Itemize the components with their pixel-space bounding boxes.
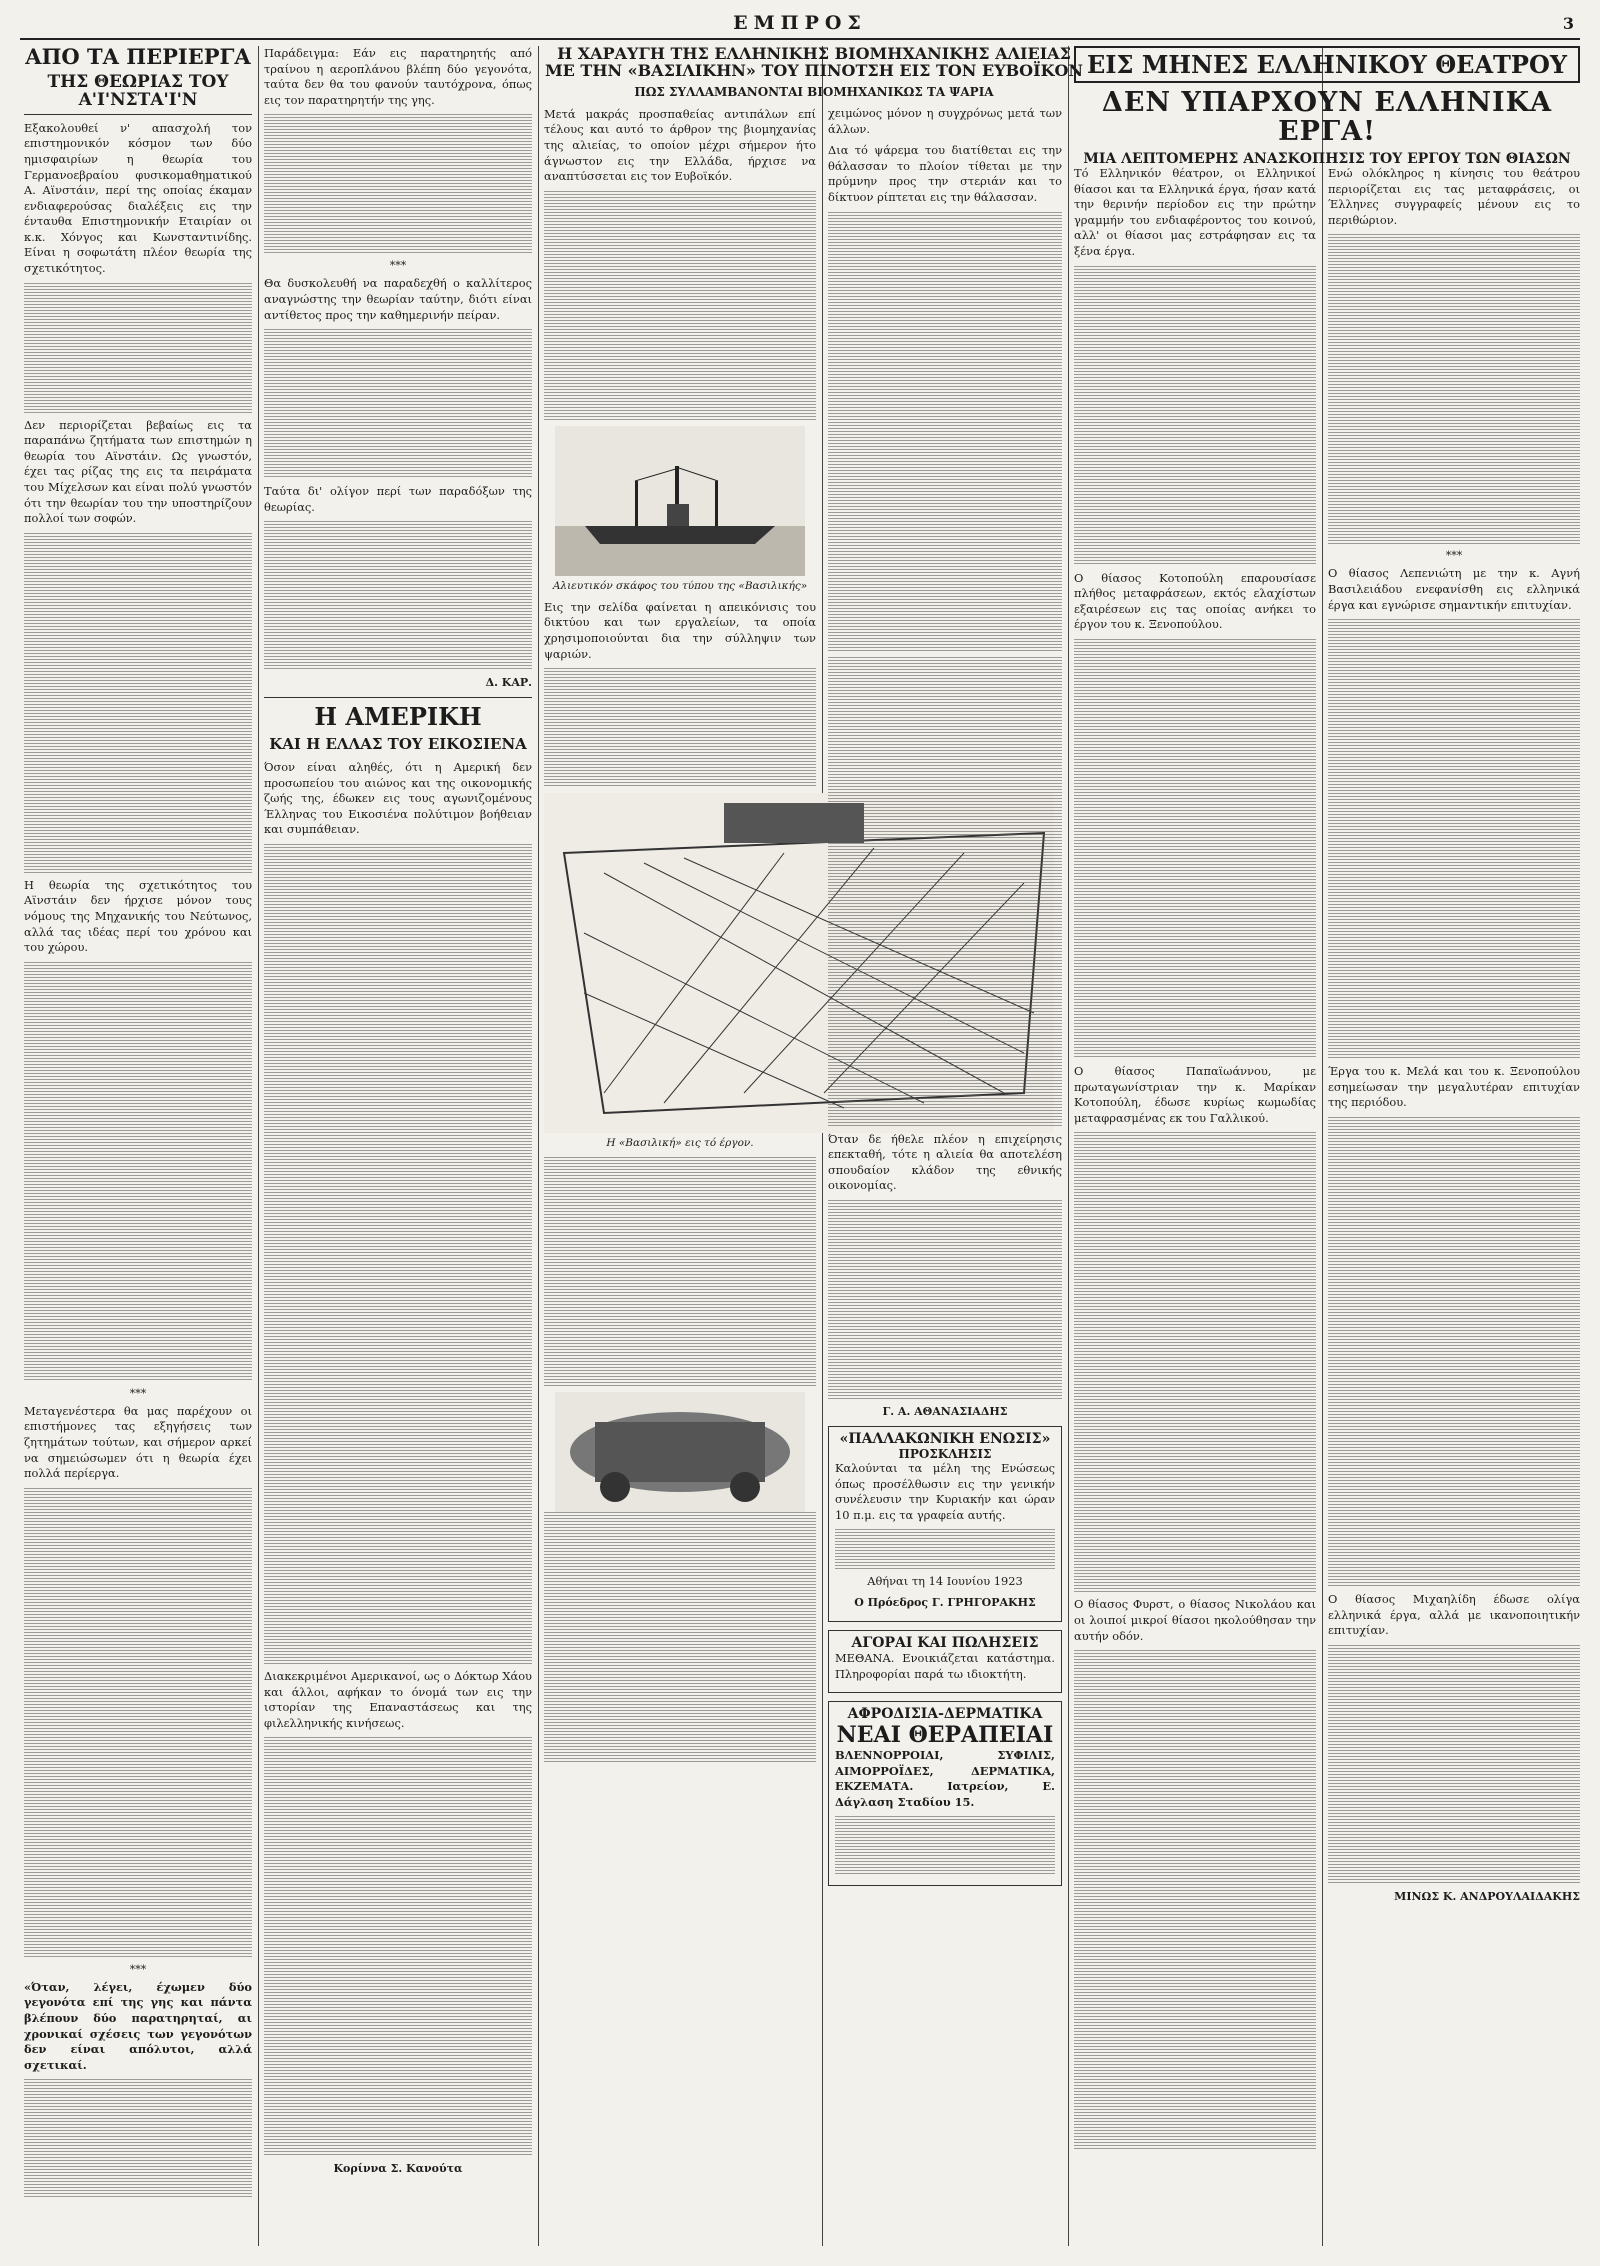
paragraph: Όταν δε ήθελε πλέον η επιχείρησις επεκταθή, τότε η αλιεία θα αποτελέση σπουδαίον κλάδον της εθνικής οικονομίας. bbox=[828, 1131, 1062, 1193]
notice-text: Καλούνται τα μέλη της Ενώσεως όπως προσέλθωσιν εις την γενικήν συνέλευσιν την Κυριακήν και ώραν 10 π.μ. εις τα γραφεία αυτής. bbox=[835, 1460, 1055, 1522]
column-5-6 bbox=[1074, 46, 1580, 2246]
author-signature: ΜΙΝΩΣ Κ. ΑΝΔΡΟΥΛΑΙΔΑΚΗΣ bbox=[1394, 1889, 1580, 1903]
notice-box bbox=[828, 1426, 1062, 1622]
ad-text: ΒΛΕΝΝΟΡΡΟΙΑΙ, ΣΥΦΙΛΙΣ, ΑΙΜΟΡΡΟΪΔΕΣ, ΔΕΡΜΑΤΙΚΑ, ΕΚΖΕΜΑΤΑ. Ιατρείον, Ε. Δάγλαση Σταδίου 15. bbox=[835, 1748, 1055, 1809]
separator: *** bbox=[129, 1386, 147, 1400]
article-headline: ΑΠΟ ΤΑ ΠΕΡΙΕΡΓΑ bbox=[25, 44, 251, 69]
newspaper-title: ΕΜΠΡΟΣ bbox=[733, 12, 867, 34]
fishing-boat-illustration bbox=[555, 426, 805, 576]
paragraph: Θα δυσκολευθή να παραδεχθή ο καλλίτερος αναγνώστης την θεωρίαν ταύτην, διότι είναι αντίθετος προς την καθημερινήν πείραν. bbox=[264, 276, 532, 322]
article-subheadline: ΠΩΣ ΣΥΛΛΑΜΒΑΝΟΝΤΑΙ ΒΙΟΜΗΧΑΝΙΚΩΣ ΤΑ ΨΑΡΙΑ bbox=[634, 84, 994, 99]
paragraph: Ο θίασος Παπαϊωάννου, με πρωταγωνίστριαν την κ. Μαρίκαν Κοτοπούλη, έδωσε κυρίως κωμωδίας μεταφρασμένας εκ του Γαλλικού. bbox=[1074, 1063, 1316, 1125]
paragraph: Δια τό ψάρεμα του διατίθεται εις την θάλασσαν το πλοίον τίθεται με την πρύμνην προς την στεριάν και το δίκτυον ρίπτεται εις την θάλασσαν. bbox=[828, 143, 1062, 204]
notice-title: «ΠΑΛΛΑΚΩΝΙΚΗ ΕΝΩΣΙΣ» bbox=[839, 1430, 1051, 1447]
separator: *** bbox=[129, 1962, 147, 1976]
article-left-column bbox=[1074, 166, 1316, 2155]
paragraph: Έργα του κ. Μελά και του κ. Ξενοπούλου εσημείωσαν την μεγαλυτέραν επιτυχίαν της περιόδου. bbox=[1328, 1064, 1580, 1110]
market-text: ΜΕΘΑΝΑ. Ενοικιάζεται κατάστημα. Πληροφορίαι παρά τω ιδιοκτήτη. bbox=[835, 1650, 1055, 1681]
machine-advertisement-image bbox=[555, 1392, 805, 1512]
masthead bbox=[20, 10, 1580, 40]
paragraph: Μετά μακράς προσπαθείας αντιπάλων επί τέλους και αυτό το άρθρον της βιομηχανίας της αλιείας, το οποίον μέχρι σήμερον ήτο άγνωστον εις την Ελλάδα, ήρχισε να αναπτύσσεται εις τον Ευβοϊκόν. bbox=[544, 106, 816, 184]
paragraph: Εις την σελίδα φαίνεται η απεικόνισις του δικτύου και των εργαλείων, τα οποία χρησιμοποιούνται δια την σύλληψιν των ψαριών. bbox=[544, 599, 816, 661]
medical-ad bbox=[828, 1701, 1062, 1886]
author-signature: Γ. Α. ΑΘΑΝΑΣΙΑΔΗΣ bbox=[882, 1404, 1008, 1418]
page-number: 3 bbox=[1562, 14, 1574, 33]
paragraph: Τό Ελληνικόν θέατρον, οι Ελληνικοί θίασοι και τα Ελληνικά έργα, ήσαν κατά την θερινήν περίοδον εις την πρώτην γραμμήν του ενδιαφέροντος του κοινού, αλλ' οι θίασοι μας εστράφησαν εις τα ξένα έργα. bbox=[1074, 166, 1316, 258]
column-rule bbox=[258, 46, 259, 2246]
paragraph: Ο θίασος Μιχαηλίδη έδωσε ολίγα ελληνικά έργα, αλλά με ικανοποιητικήν επιτυχίαν. bbox=[1328, 1591, 1580, 1638]
notice-signature: Ο Πρόεδρος Γ. ΓΡΗΓΟΡΑΚΗΣ bbox=[854, 1595, 1036, 1609]
paragraph: Ο θίασος Λεπενιώτη με την κ. Αγνή Βασιλειάδου ενεφανίσθη εις ελληνικά έργα και εγνώρισε σημαντικήν επιτυχίαν. bbox=[1328, 566, 1580, 612]
paragraph: Ο θίασος Φυρστ, ο θίασος Νικολάου και οι λοιποί μικροί θίασοι ηκολούθησαν την αυτήν οδόν. bbox=[1074, 1597, 1316, 1643]
paragraph: Μεταγενέστερα θα μας παρέχουν οι επιστήμονες τας εξηγήσεις των ζητημάτων τούτων, και σήμερον αρκεί να σημειώσωμεν ότι η θεωρία έχει πολλά περίεργα. bbox=[24, 1403, 252, 1481]
ad-headline: ΝΕΑΙ ΘΕΡΑΠΕΙΑΙ bbox=[836, 1722, 1054, 1749]
paragraph: Η θεωρία της σχετικότητος του Αϊνστάιν δεν ήρχισε μόνον τους νόμους της Μηχανικής του Νεύτωνος, αλλά τας ιδέας περί του χρόνου και του χώρου. bbox=[24, 877, 252, 955]
paragraph: Ενώ ολόκληρος η κίνησις του θεάτρου περιορίζεται εις τας μεταφράσεις, οι Έλληνες συγγραφείς μένουν εις το περιθώριον. bbox=[1328, 166, 1580, 227]
paragraph: χειμώνος μόνον η συγχρόνως μετά των άλλων. bbox=[828, 106, 1062, 136]
market-title: ΑΓΟΡΑΙ ΚΑΙ ΠΩΛΗΣΕΙΣ bbox=[851, 1634, 1039, 1651]
author-signature: Δ. ΚΑΡ. bbox=[485, 676, 532, 690]
paragraph: Δεν περιορίζεται βεβαίως εις τα παραπάνω ζητήματα των επιστημών η θεωρία του Αϊνστάιν. Ως γνωστόν, έχει τας ρίζας της εις τα πειράματα του Μίχελσων και είναι πολύ γνωστόν ότι την θεωρίαν του την υποστηρίζουν πολλοί των σοφών. bbox=[24, 417, 252, 526]
article-subheadline: ΜΙΑ ΛΕΠΤΟΜΕΡΗΣ ΑΝΑΣΚΟΠΗΣΙΣ ΤΟΥ ΕΡΓΟΥ ΤΩΝ ΘΙΑΣΩΝ bbox=[1083, 150, 1571, 167]
column-4 bbox=[828, 46, 1062, 2246]
paragraph: Διακεκριμένοι Αμερικανοί, ως ο Δόκτωρ Χάου και άλλοι, αφήκαν το όνομά των εις την ιστορίαν της Επαναστάσεως και της φιλελληνικής κινήσεως. bbox=[264, 1669, 532, 1730]
newspaper-page bbox=[20, 10, 1580, 2256]
paragraph: Ταύτα δι' ολίγον περί των παραδόξων της θεωρίας. bbox=[264, 484, 532, 514]
article-right-column bbox=[1328, 166, 1580, 1911]
author-signature: Κορίννα Σ. Κανούτα bbox=[333, 2162, 463, 2176]
paragraph: Όσον είναι αληθές, ότι η Αμερική δεν προσωπείου του αιώνος και της οικονομικής ζωής της, έδωκεν εις τους αγωνιζομένους Έλληνας του Εικοσιένα πολύτιμον βοήθειαν και συμπάθειαν. bbox=[264, 760, 532, 837]
image-caption: Η «Βασιλική» εις τό έργον. bbox=[606, 1137, 754, 1150]
image-caption: Αλιευτικόν σκάφος του τύπου της «Βασιλικής» bbox=[552, 579, 808, 592]
separator: *** bbox=[389, 259, 407, 273]
paragraph: «Όταν, λέγει, έχωμεν δύο γεγονότα επί της γης και πάντα βλέπουν δύο παρατηρηταί, αι χρονικαί σχέσεις των γεγονότων δεν είναι απόλυτοι, αλλά σχετικαί. bbox=[24, 1979, 252, 2072]
market-box bbox=[828, 1630, 1062, 1693]
article-headline: Η ΧΑΡΑΥΓΗ ΤΗΣ ΕΛΛΗΝΙΚΗΣ ΒΙΟΜΗΧΑΝΙΚΗΣ ΑΛΙΕΙΑΣ ΜΕ ΤΗΝ «ΒΑΣΙΛΙΚΗΝ» ΤΟΥ ΠΙΝΟΤΣΗ ΕΙΣ ΤΟΝ ΕΥΒΟΪΚΟΝ bbox=[544, 44, 1084, 80]
ad-title: ΑΦΡΟΔΙΣΙΑ-ΔΕΡΜΑΤΙΚΑ bbox=[847, 1706, 1043, 1723]
column-rule bbox=[1068, 46, 1069, 2246]
column-rule bbox=[538, 46, 539, 2246]
column-rule bbox=[822, 46, 823, 2246]
paragraph: Παράδειγμα: Εάν εις παρατηρητής από τραίνου η αεροπλάνου βλέπη δύο γεγονότα, ταύτα δεν θα του φανούν ταυτόχρονα, όπως εις τον παρατηρητήν της γης. bbox=[264, 46, 532, 107]
paragraph: Ο θίασος Κοτοπούλη επαρουσίασε πλήθος μεταφράσεων, εκτός ελαχίστων εξαιρέσεων εις τας οποίας ανήκει το έργον του κ. Ξενοπούλου. bbox=[1074, 570, 1316, 632]
article-subheadline: ΚΑΙ Η ΕΛΛΑΣ ΤΟΥ ΕΙΚΟΣΙΕΝΑ bbox=[269, 734, 527, 753]
separator: *** bbox=[1445, 549, 1463, 563]
column-1 bbox=[24, 46, 252, 2246]
notice-date: Αθήναι τη 14 Ιουνίου 1923 bbox=[867, 1574, 1023, 1589]
article-headline: Η ΑΜΕΡΙΚΗ bbox=[314, 702, 482, 732]
paragraph: Εξακολουθεί ν' απασχολή τον επιστημονικόν κόσμον των δύο ημισφαιρίων η θεωρία του Γερμανοεβραίου φυσικομαθηματικού Α. Αϊνστάιν, περί της οποίας έκαμαν ενδιαφερούσας διαλέξεις εις την ένταυθα Επιστημονικήν Εταιρίαν οι κ.κ. Χόνγος και Κωνσταντινίδης. Είναι η σοφωτάτη πλέον θεωρία της σχετικότητος. bbox=[24, 120, 252, 276]
column-2 bbox=[264, 46, 532, 2246]
article-headline-2: ΤΗΣ ΘΕΩΡΙΑΣ ΤΟΥ Α'Ι'ΝΣΤΑ'Ι'Ν bbox=[24, 74, 252, 115]
article-headline-2: ΔΕΝ ΥΠΑΡΧΟΥΝ ΕΛΛΗΝΙΚΑ ΕΡΓΑ! bbox=[1101, 87, 1553, 147]
article-headline: ΕΙΣ ΜΗΝΕΣ ΕΛΛΗΝΙΚΟΥ ΘΕΑΤΡΟΥ bbox=[1074, 46, 1580, 83]
notice-subtitle: ΠΡΟΣΚΛΗΣΙΣ bbox=[898, 1446, 992, 1461]
